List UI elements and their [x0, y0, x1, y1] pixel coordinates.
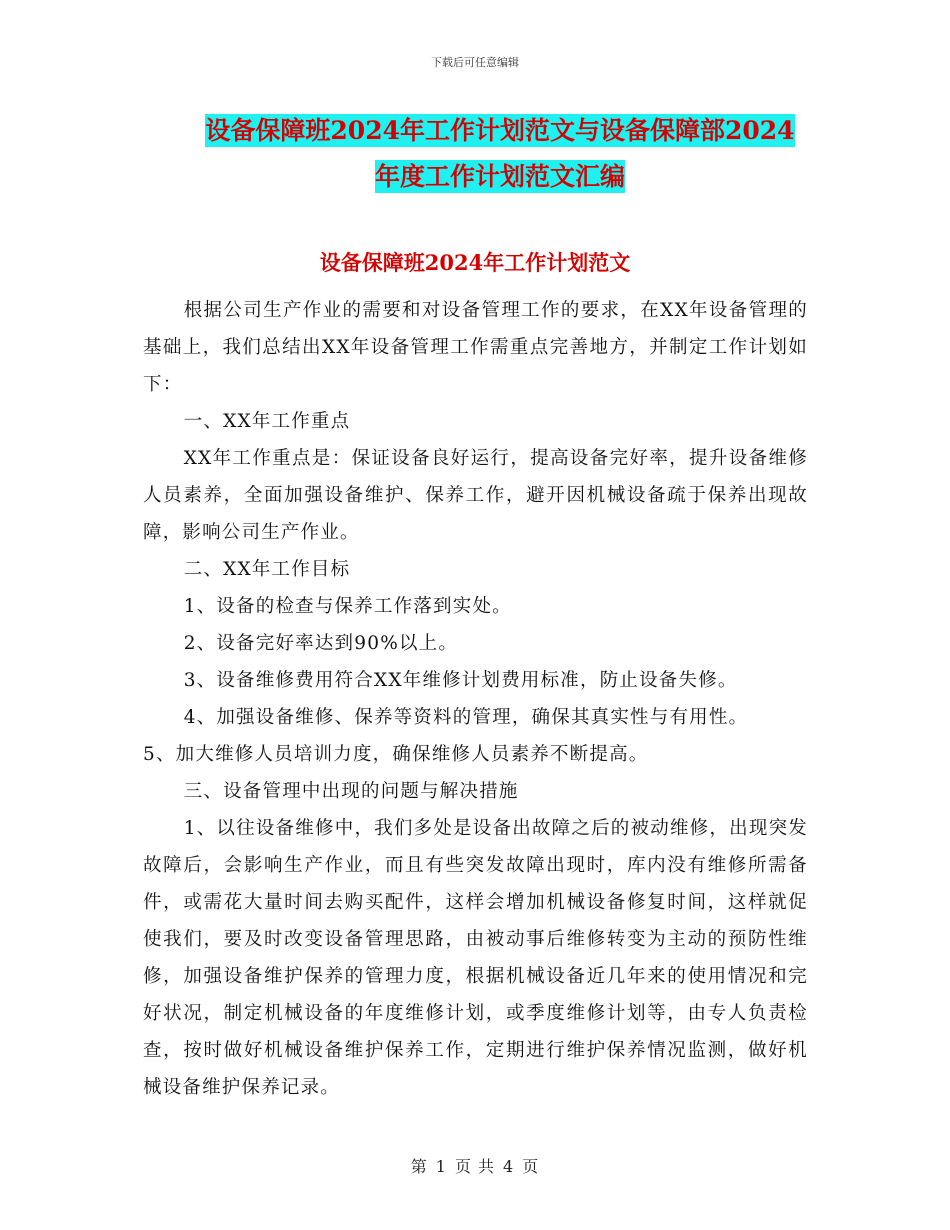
- footer-prefix: 第: [410, 1157, 428, 1176]
- section-title: 设备保障班2024年工作计划范文: [319, 250, 631, 275]
- page-footer: [0, 1154, 950, 1177]
- paragraph-problem-1: 1、以往设备维修中，我们多处是设备出故障之后的被动维修，出现突发故障后，会影响生产作业，而且有些突发故障出现时，库内没有维修所需备件，或需花大量时间去购买配件，这样会增加机械设备修复时间，这样就促使我们，要及时改变设备管理思路，由被动事后维修转变为主动的预防性维修，加强设备维护保养的管理力度，根据机械设备近几年来的使用情况和完好状况，制定机械设备的年度维修计划，或季度维修计划等，由专人负责检查，按时做好机械设备维护保养工作，定期进行维护保养情况监测，做好机械设备维护保养记录。: [143, 818, 808, 1098]
- paragraph-intro: 根据公司生产作业的需要和对设备管理工作的要求，在XX年设备管理的基础上，我们总结出XX年设备管理工作需重点完善地方，并制定工作计划如下：: [143, 300, 808, 395]
- goal-item-1: 1、设备的检查与保养工作落到实处。: [183, 596, 512, 617]
- footer-page-number: 1: [435, 1157, 447, 1176]
- heading-work-focus: 一、XX年工作重点: [183, 411, 351, 432]
- heading-problems: 三、设备管理中出现的问题与解决措施: [183, 781, 519, 802]
- document-title-line1: 设备保障班2024年工作计划范文与设备保障部2024: [205, 116, 795, 145]
- header-note: 下载后可任意编辑: [431, 56, 519, 69]
- goal-item-2: 2、设备完好率达到90%以上。: [183, 633, 459, 654]
- footer-middle: 页 共: [454, 1157, 496, 1176]
- goal-item-5: 5、加大维修人员培训力度，确保维修人员素养不断提高。: [143, 744, 649, 765]
- paragraph-work-focus: XX年工作重点是：保证设备良好运行，提高设备完好率，提升设备维修人员素养，全面加强设备维护、保养工作，避开因机械设备疏于保养出现故障，影响公司生产作业。: [143, 448, 808, 543]
- document-body: [143, 292, 808, 1106]
- document-title: [140, 108, 860, 200]
- goal-item-3: 3、设备维修费用符合XX年维修计划费用标准，防止设备失修。: [183, 670, 738, 691]
- footer-total-pages: 4: [503, 1157, 515, 1176]
- goal-item-4: 4、加强设备维修、保养等资料的管理，确保其真实性与有用性。: [183, 707, 749, 728]
- footer-suffix: 页: [522, 1157, 540, 1176]
- document-title-line2: 年度工作计划范文汇编: [374, 162, 625, 191]
- heading-work-goals: 二、XX年工作目标: [183, 559, 351, 580]
